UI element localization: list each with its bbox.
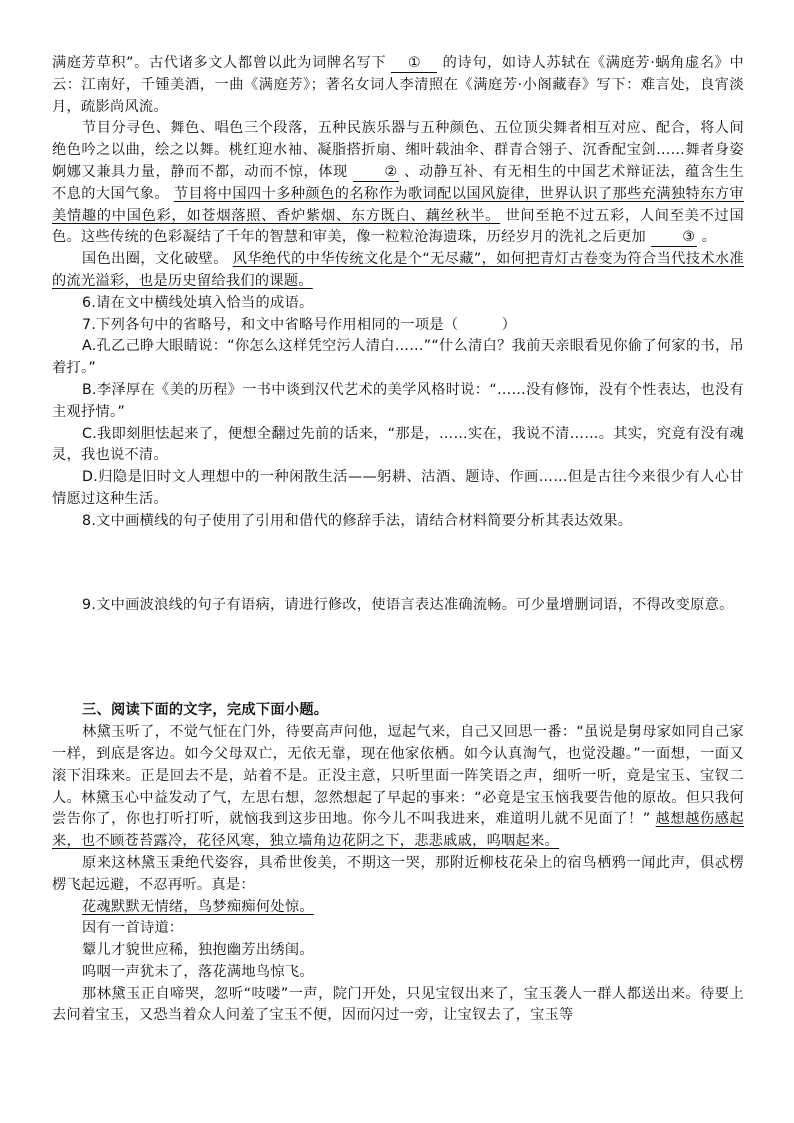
answer-space-9 bbox=[52, 616, 744, 700]
text-run: 。 bbox=[701, 229, 717, 246]
question-8: 8.文中画横线的句子使用了引用和借代的修辞手法，请结合材料简要分析其表达效果。 bbox=[82, 512, 633, 529]
text-run: 满庭芳草积”。古代诸多文人都曾以此为词牌名写下 bbox=[52, 55, 387, 71]
text-run: 节目分寻色、舞色、唱色三个段落，五种民族乐器与五种颜色、五位顶尖舞者相互对应、配合，将人间绝色吟之以曲，绘之以舞。桃红迎水袖、凝脂搭折扇、缃叶载油伞、群青合翎子、沉香配宝剑……舞者身姿婀娜又兼具力量，静而不都，动而不惊，体现 bbox=[52, 120, 744, 180]
question-6: 6.请在文中横线处填入恰当的成语。 bbox=[82, 294, 314, 311]
blank-2: ② bbox=[353, 164, 399, 182]
blank-1: ① bbox=[391, 55, 437, 73]
text-run: 、动静互补、有无相生的中国艺术辩证法，蕴含生生不息的大国气象。 bbox=[52, 163, 745, 202]
passage1-paragraph-2 bbox=[52, 118, 744, 249]
text-run: 世间至艳不过五彩，人间至美不过国色。这些传统的色彩凝结了千年的智慧和审美，像一粒粒沧海遗珠，历经岁月的洗礼之后更加 bbox=[52, 207, 744, 246]
document-page bbox=[52, 53, 744, 1027]
question-7-option-d: D.归隐是旧时文人理想中的一种闲散生活——躬耕、沽酒、题诗、作画……但是古往今来很少有人心甘情愿过这种生活。 bbox=[52, 469, 744, 507]
answer-space-8 bbox=[52, 533, 744, 595]
underlined-verse: 花魂默默无情绪，鸟梦痴痴何处惊。 bbox=[82, 898, 314, 915]
blank-3: ③ bbox=[651, 229, 697, 247]
section3-paragraph-7: 那林黛玉正自啼哭，忽听“吱喽”一声，院门开处，只见宝钗出来了，宝玉袭人一群人都送出来。待要上去问着宝玉，又恐当着众人问羞了宝玉不便，因而闪过一旁，让宝钗去了，宝玉等 bbox=[52, 985, 744, 1024]
passage1-paragraph-3 bbox=[52, 249, 744, 293]
question-7-option-c: C.我即刻胆怯起来了，便想全翻过先前的话来，“那是，……实在，我说不清……。其实，究竟有没有魂灵，我也说不清。 bbox=[52, 425, 744, 464]
text-run: 国色出圈，文化破壁。 bbox=[82, 251, 228, 268]
section-3-heading: 三、阅读下面的文字，完成下面小题。 bbox=[82, 702, 329, 719]
question-7: 7.下列各句中的省略号，和文中省略号作用相同的一项是（ ） bbox=[82, 316, 517, 333]
text-run: 林黛玉听了，不觉气怔在门外，待要高声问他，逗起气来，自己又回思一番：“虽说是舅母家如同自己家一样，到底是客边。如今父母双亡，无依无靠，现在他家依栖。如今认真淘气，也觉没趣。”一面想，一面又滚下泪珠来。正是回去不是，站着不是。正没主意，只听里面一阵笑语之声，细听一听，竟是宝玉、宝钗二人。林黛玉心中益发动了气，左思右想，忽然想起了早起的事来：“必竟是宝玉恼我要告他的原故。但只我何尝告你了，你也打听打听，就恼我到这步田地。你今儿不叫我进来，难道明儿就不见面了！” bbox=[52, 724, 744, 828]
section3-paragraph-1 bbox=[52, 722, 744, 853]
passage1-paragraph-1 bbox=[52, 53, 744, 118]
underlined-sentence: 越想越伤感起来，也不顾苍苔露冷，花径风寒，独立墙角边花阴之下，悲悲戚戚，呜咽起来。 bbox=[52, 811, 745, 850]
section3-paragraph-2: 原来这林黛玉秉绝代姿容，具希世俊美，不期这一哭，那附近柳枝花朵上的宿鸟栖鸦一闻此声，俱忒楞楞飞起远避，不忍再听。真是： bbox=[52, 854, 744, 893]
question-9: 9.文中画波浪线的句子有语病，请进行修改，使语言表达准确流畅。可少量增删词语，不得改变原意。 bbox=[82, 596, 734, 613]
poem-line-1 bbox=[52, 897, 744, 919]
question-7-option-a: A.孔乙己睁大眼睛说：“你怎么这样凭空污人清白……”“什么清白？我前天亲眼看见你偷了何家的书，吊着打。” bbox=[52, 338, 744, 377]
underlined-sentence: 节目将中国四十多种颜色的名称作为歌词配以国风旋律，世界认识了那些充满独特东方审美情趣的中国色彩，如苍烟落照、香炉紫烟、东方既白、藕丝秋半。 bbox=[52, 185, 745, 224]
text-run: 的诗句，如诗人苏轼在《满庭芳·蜗角虚名》中云：江南好，千锺美酒，一曲《满庭芳》；著名女词人李清照在《满庭芳·小阁藏春》写下：难言处，良宵淡月，疏影尚风流。 bbox=[52, 55, 744, 115]
question-7-option-b: B.李泽厚在《美的历程》一书中谈到汉代艺术的美学风格时说：“……没有修饰，没有个性表达，也没有主观抒情。” bbox=[52, 381, 744, 420]
poem-line-2: 颦儿才貌世应稀，独抱幽芳出绣闺。 bbox=[82, 942, 314, 959]
section3-paragraph-4: 因有一首诗道： bbox=[82, 920, 184, 937]
poem-line-3: 呜咽一声犹未了，落花满地鸟惊飞。 bbox=[82, 963, 314, 980]
wavy-underlined-sentence: 风华绝代的中华传统文化是个“无尽藏”，如何把青灯古卷变为符合当代技术水准的流光溢彩，也是历史留给我们的课题。 bbox=[52, 251, 744, 289]
